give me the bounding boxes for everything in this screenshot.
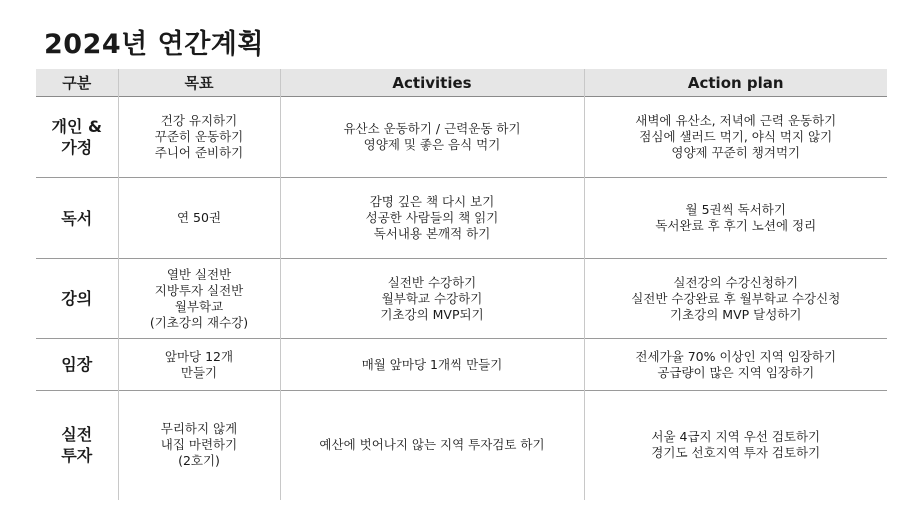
goal-cell [118, 178, 280, 259]
goal-cell-line: 건강 유지하기 [160, 113, 238, 128]
activities-cell [280, 178, 584, 259]
activities-cell-line: 유산소 운동하기 / 근력운동 하기 [343, 121, 521, 136]
action-plan-cell-line: 서울 4급지 지역 우선 검토하기 [651, 429, 821, 445]
category-cell-line: 가정 [61, 138, 93, 157]
action-plan-cell [584, 391, 887, 500]
goal-cell-line: 지방투자 실전반 [154, 282, 244, 298]
activities-cell-line: 실전반 수강하기 [387, 274, 477, 290]
goal-cell-line: 만들기 [180, 364, 218, 380]
table-row [36, 391, 887, 500]
goal-cell-line: 앞마당 12개 [164, 348, 234, 364]
action-plan-cell [584, 97, 887, 178]
goal-cell-line: 연 50권 [176, 210, 222, 225]
table-row [36, 178, 887, 259]
category-cell [36, 97, 118, 178]
goal-cell-line: (2호기) [178, 453, 220, 469]
goal-cell-line: 무리하지 않게 [160, 421, 238, 437]
category-cell-line: 강의 [61, 289, 93, 308]
category-cell [36, 339, 118, 391]
action-plan-cell-line: 실전강의 수강신청하기 [673, 274, 799, 290]
goal-cell-line: (기초강의 재수강) [149, 314, 249, 330]
action-plan-cell-line: 경기도 선호지역 투자 검토하기 [651, 445, 821, 461]
annual-plan-table [36, 69, 887, 500]
category-cell-line: 독서 [61, 208, 93, 228]
category-cell-line: 임장 [61, 355, 93, 374]
activities-cell [280, 259, 584, 339]
header-category: 구분 [36, 69, 118, 97]
category-cell [36, 178, 118, 259]
goal-cell-line: 열반 실전반 [166, 266, 232, 282]
category-cell [36, 259, 118, 339]
action-plan-cell [584, 259, 887, 339]
activities-cell-line: 감명 깊은 책 다시 보기 [369, 194, 495, 209]
action-plan-cell-line: 기초강의 MVP 달성하기 [670, 306, 802, 322]
activities-cell-line: 독서내용 본깨적 하기 [373, 226, 491, 241]
table-row [36, 259, 887, 339]
activities-cell-line: 영양제 및 좋은 음식 먹기 [363, 137, 501, 152]
table-header-row [36, 69, 887, 97]
activities-cell-line: 기초강의 MVP되기 [380, 306, 484, 322]
activities-cell [280, 391, 584, 500]
goal-cell [118, 339, 280, 391]
goal-cell-line: 내집 마련하기 [160, 437, 238, 453]
header-action-plan: Action plan [584, 69, 887, 97]
category-cell-line: 투자 [61, 446, 93, 466]
action-plan-cell-line: 공급량이 많은 지역 임장하기 [657, 364, 815, 380]
activities-cell-line: 월부학교 수강하기 [381, 290, 483, 306]
table-row [36, 97, 887, 178]
header-goal: 목표 [118, 69, 280, 97]
action-plan-cell-line: 월 5권씩 독서하기 [685, 202, 786, 217]
goal-cell [118, 259, 280, 339]
activities-cell-line: 성공한 사람들의 책 읽기 [365, 210, 499, 225]
action-plan-cell [584, 178, 887, 259]
goal-cell [118, 97, 280, 178]
goal-cell-line: 월부학교 [174, 298, 224, 314]
activities-cell-line: 예산에 벗어나지 않는 지역 투자검토 하기 [319, 437, 545, 453]
page-title: 2024년 연간계획 [44, 29, 264, 60]
action-plan-cell [584, 339, 887, 391]
category-cell [36, 391, 118, 500]
category-cell-line: 개인 & [51, 117, 102, 136]
activities-cell [280, 97, 584, 178]
action-plan-cell-line: 영양제 꾸준히 챙겨먹기 [671, 145, 801, 160]
goal-cell [118, 391, 280, 500]
header-activities: Activities [280, 69, 584, 97]
goal-cell-line: 주니어 준비하기 [154, 145, 244, 160]
action-plan-cell-line: 점심에 샐러드 먹기, 야식 먹지 않기 [639, 129, 833, 144]
category-cell-line: 실전 [61, 425, 93, 445]
action-plan-cell-line: 실전반 수강완료 후 월부학교 수강신청 [631, 290, 841, 306]
table-body [36, 97, 887, 500]
action-plan-cell-line: 독서완료 후 후기 노션에 정리 [655, 218, 817, 233]
table-row [36, 339, 887, 391]
activities-cell-line: 매월 앞마당 1개씩 만들기 [361, 356, 503, 372]
goal-cell-line: 꾸준히 운동하기 [154, 129, 244, 144]
action-plan-cell-line: 새벽에 유산소, 저녁에 근력 운동하기 [635, 113, 837, 128]
activities-cell [280, 339, 584, 391]
action-plan-cell-line: 전세가율 70% 이상인 지역 임장하기 [635, 348, 837, 364]
